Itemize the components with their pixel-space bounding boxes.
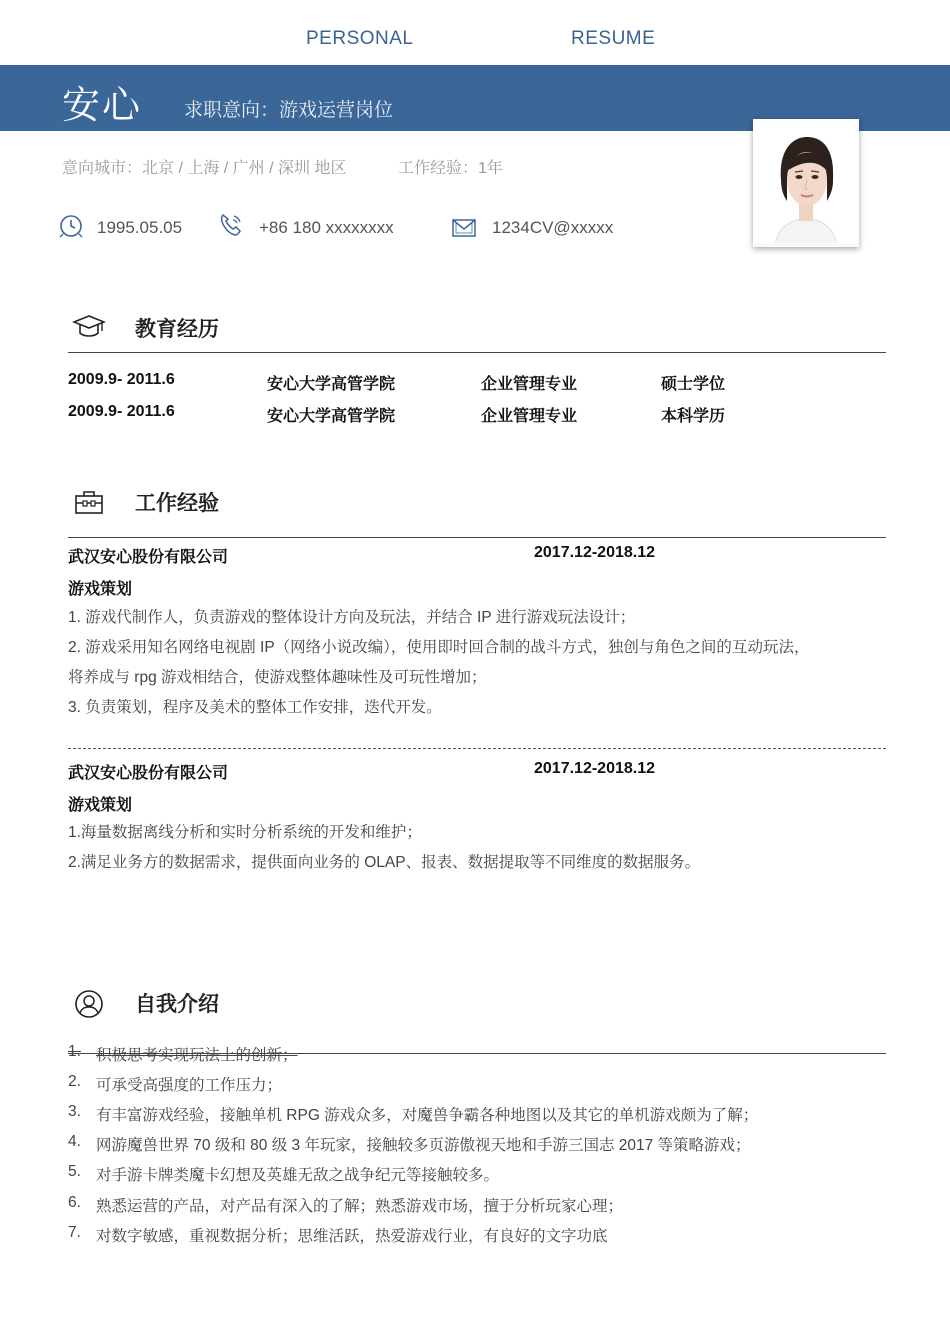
education-section-title: 教育经历	[135, 318, 219, 341]
job-separator	[68, 748, 886, 749]
self-intro-item: 可承受高强度的工作压力；	[96, 1077, 283, 1094]
job-role: 游戏策划	[68, 797, 133, 814]
self-intro-number: 1.	[68, 1043, 81, 1060]
self-intro-item: 对数字敏感，重视数据分析；思维活跃，热爱游戏行业，有良好的文字功底	[96, 1228, 608, 1245]
header-resume-word: RESUME	[571, 28, 656, 49]
intended-city: 意向城市：北京 / 上海 / 广州 / 深圳 地区	[62, 160, 347, 177]
education-school: 安心大学高管学院	[267, 408, 396, 425]
self-intro-item: 积极思考实现玩法上的创新；	[96, 1047, 298, 1064]
clock-icon	[59, 214, 85, 245]
self-intro-item: 有丰富游戏经验，接触单机 RPG 游戏众多，对魔兽争霸各种地图以及其它的单机游戏颇为了解；	[96, 1107, 759, 1124]
education-school: 安心大学高管学院	[267, 376, 396, 393]
phone-number: +86 180 xxxxxxxx	[259, 218, 394, 237]
self-intro-number: 6.	[68, 1194, 81, 1211]
phone-icon	[218, 212, 244, 243]
self-intro-number: 4.	[68, 1133, 81, 1150]
profile-photo	[753, 119, 859, 247]
header-personal-word: PERSONAL	[306, 28, 414, 49]
job-detail-line: 3. 负责策划，程序及美术的整体工作安排，迭代开发。	[68, 699, 442, 716]
job-detail-line: 2.满足业务方的数据需求，提供面向业务的 OLAP、报表、数据提取等不同维度的数据服务。	[68, 854, 701, 871]
job-period: 2017.12-2018.12	[534, 544, 655, 561]
job-detail-line: 1.海量数据离线分析和实时分析系统的开发和维护；	[68, 824, 422, 841]
avatar	[753, 119, 859, 247]
job-role: 游戏策划	[68, 581, 133, 598]
job-detail-line: 1. 游戏代制作人，负责游戏的整体设计方向及玩法，并结合 IP 进行游戏玩法设计；	[68, 609, 636, 626]
graduation-cap-icon	[72, 313, 106, 346]
birth-date: 1995.05.05	[97, 218, 183, 237]
self-intro-item: 对手游卡牌类魔卡幻想及英雄无敌之战争纪元等接触较多。	[96, 1167, 500, 1184]
education-period: 2009.9- 2011.6	[68, 371, 175, 388]
education-degree: 本科学历	[661, 408, 726, 425]
person-icon	[74, 989, 104, 1024]
candidate-name: 安心	[62, 85, 143, 127]
self-intro-item: 熟悉运营的产品，对产品有深入的了解；熟悉游戏市场，擅于分析玩家心理；	[96, 1198, 624, 1215]
self-intro-number: 7.	[68, 1224, 81, 1241]
work-experience-years: 工作经验：1年	[398, 160, 503, 177]
self-intro-number: 5.	[68, 1163, 81, 1180]
job-company: 武汉安心股份有限公司	[68, 765, 229, 782]
job-company: 武汉安心股份有限公司	[68, 549, 229, 566]
job-detail-line: 2. 游戏采用知名网络电视剧 IP（网络小说改编），使用即时回合制的战斗方式，独创与角色之间的互动玩法，	[68, 639, 810, 656]
self-intro-number: 3.	[68, 1103, 81, 1120]
education-degree: 硕士学位	[661, 376, 726, 393]
job-period: 2017.12-2018.12	[534, 760, 655, 777]
self-intro-number: 2.	[68, 1073, 81, 1090]
email-address: 1234CV@xxxxx	[492, 218, 614, 237]
self-intro-section-title: 自我介绍	[135, 993, 219, 1016]
education-major: 企业管理专业	[481, 376, 578, 393]
education-divider	[68, 352, 886, 353]
job-intent: 求职意向：游戏运营岗位	[184, 100, 394, 121]
mail-icon	[451, 215, 477, 246]
education-period: 2009.9- 2011.6	[68, 403, 175, 420]
work-divider	[68, 537, 886, 538]
briefcase-icon	[74, 488, 104, 521]
self-intro-item: 网游魔兽世界 70 级和 80 级 3 年玩家，接触较多页游傲视天地和手游三国志 2017 等策略游戏；	[96, 1137, 751, 1154]
work-section-title: 工作经验	[135, 492, 219, 515]
education-major: 企业管理专业	[481, 408, 578, 425]
job-detail-line: 将养成与 rpg 游戏相结合，使游戏整体趣味性及可玩性增加；	[68, 669, 487, 686]
